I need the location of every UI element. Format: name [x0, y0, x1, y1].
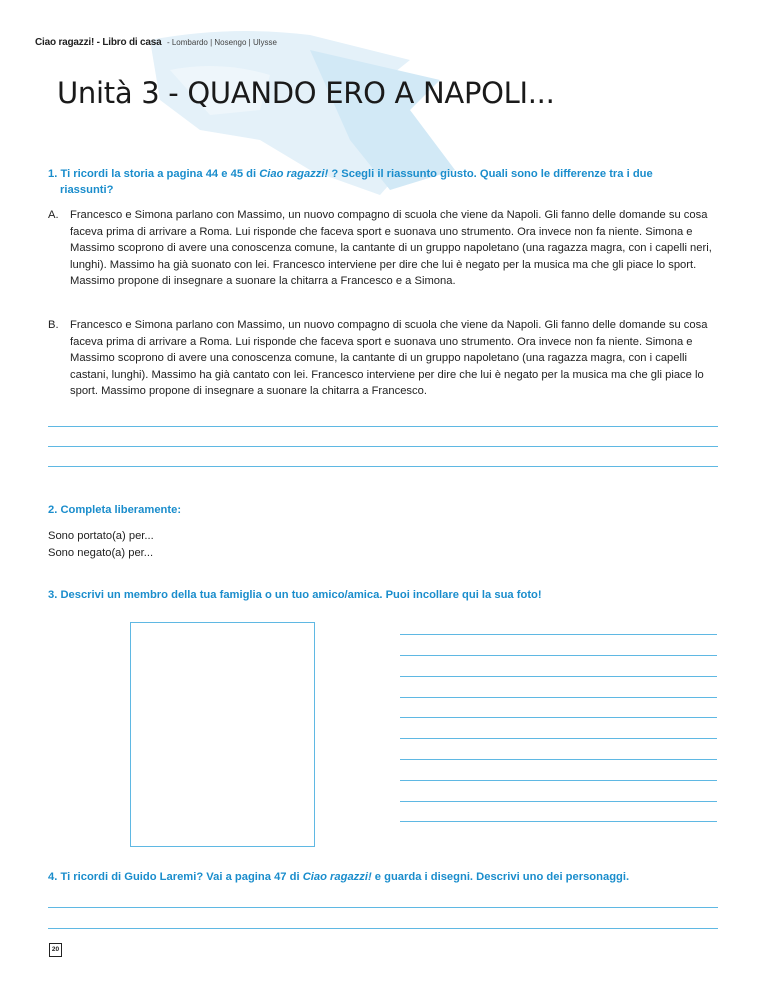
answer-line[interactable] [400, 759, 717, 760]
running-header [35, 37, 277, 48]
question-4-prompt: 4. Ti ricordi di Guido Laremi? Vai a pagina 47 di Ciao ragazzi! e guarda i disegni. Descrivi uno dei personaggi. [48, 871, 630, 883]
option-a-text: Francesco e Simona parlano con Massimo, un nuovo compagno di scuola che viene da Napoli. Gli fanno delle domande su cosa faceva prima di arrivare a Roma. Lui risponde che faceva sport e suonava uno strumento. Ora invece non fa niente. Simona e Massimo scoprono di avere una conoscenza comune, la cantante di un gruppo napoletano (una ragazza magra, con i capelli neri, lunghi). Massimo ha già suonato con lei. Francesco interviene per dire che lui è negato per la musica ma che gli piace lo sport. Massimo propone di insegnare a suonare la chitarra a Francesco e a Simona. [70, 209, 712, 287]
answer-line[interactable] [48, 907, 718, 908]
page-number: 20 [49, 943, 62, 957]
answer-line[interactable] [48, 426, 718, 427]
question-3-prompt: 3. Descrivi un membro della tua famiglia o un tuo amico/amica. Puoi incollare qui la sua foto! [48, 589, 542, 601]
book-authors: - Lombardo | Nosengo | Ulysse [166, 38, 277, 47]
page-title: Unità 3 - QUANDO ERO A NAPOLI... [57, 76, 555, 110]
answer-line[interactable] [400, 717, 717, 718]
answer-line[interactable] [48, 466, 718, 467]
option-a [48, 207, 723, 290]
answer-line[interactable] [400, 655, 717, 656]
answer-line[interactable] [400, 697, 717, 698]
answer-line[interactable] [48, 928, 718, 929]
answer-line[interactable] [400, 780, 717, 781]
q2-line-2: Sono negato(a) per... [48, 547, 154, 559]
book-title: Ciao ragazzi! - Libro di casa [35, 37, 162, 48]
answer-line[interactable] [48, 446, 718, 447]
option-b-text: Francesco e Simona parlano con Massimo, un nuovo compagno di scuola che viene da Napoli. Gli fanno delle domande su cosa faceva prima di arrivare a Roma. Lui risponde che faceva sport e suonava uno strumento. Ora invece non fa niente. Simona e Massimo scoprono di avere una conoscenza comune, la cantante di un gruppo napoletano (una ragazza magra, con i capelli castani, lunghi). Massimo ha già cantato con lei. Francesco interviene per dire che lui è negato per la musica ma che gli piace lo sport. Massimo propone di insegnare a suonare la chitarra a Francesco. [70, 319, 708, 397]
answer-line[interactable] [400, 676, 717, 677]
option-a-letter: A. [48, 209, 59, 221]
answer-line[interactable] [400, 821, 717, 822]
option-b-letter: B. [48, 319, 59, 331]
answer-line[interactable] [400, 801, 717, 802]
photo-frame[interactable] [130, 622, 315, 847]
question-2-prompt: 2. Completa liberamente: [48, 504, 182, 516]
question-1-prompt: 1. Ti ricordi la storia a pagina 44 e 45 di Ciao ragazzi! ? Scegli il riassunto giusto. Quali sono le differenze tra i due riassunti? [48, 168, 653, 196]
option-b [48, 317, 723, 400]
answer-line[interactable] [400, 738, 717, 739]
q2-line-1: Sono portato(a) per... [48, 530, 154, 542]
answer-line[interactable] [400, 634, 717, 635]
